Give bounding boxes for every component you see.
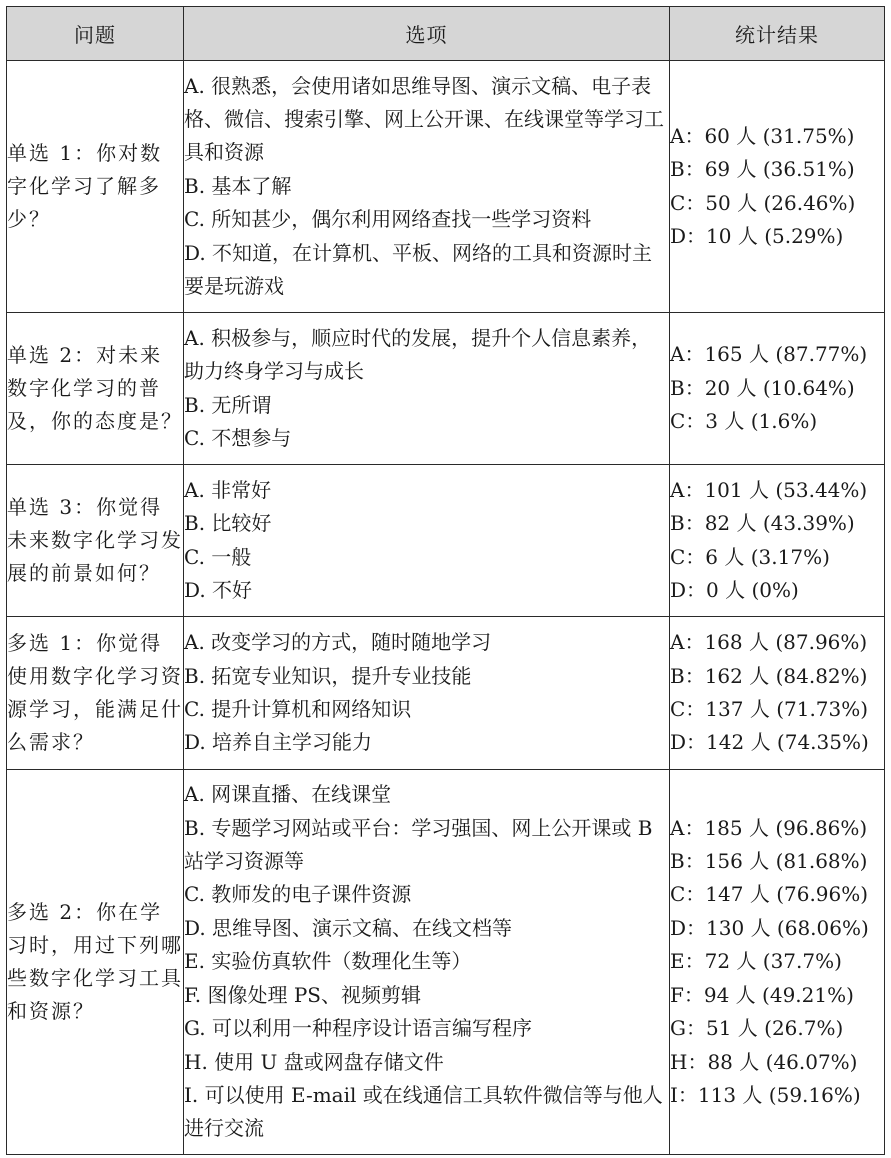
result-item: I：113 人 (59.16%) [670, 1082, 861, 1107]
result-item: A：185 人 (96.86%) [670, 815, 868, 840]
option-item: D. 不知道，在计算机、平板、网络的工具和资源时主要是玩游戏 [184, 240, 653, 299]
option-item: B. 拓宽专业知识，提升专业技能 [184, 663, 472, 688]
question-cell: 单选 2：对未来数字化学习的普及，你的态度是？ [7, 313, 184, 465]
option-item: C. 所知甚少，偶尔利用网络查找一些学习资料 [184, 207, 592, 232]
option-item: B. 专题学习网站或平台：学习强国、网上公开课或 B 站学习资源等 [184, 815, 653, 874]
option-item: D. 培养自主学习能力 [184, 730, 373, 755]
result-item: F：94 人 (49.21%) [670, 982, 854, 1007]
option-item: I. 可以使用 E-mail 或在线通信工具软件微信等与他人进行交流 [184, 1082, 663, 1141]
result-item: D：10 人 (5.29%) [670, 223, 844, 248]
table-row [7, 313, 885, 465]
results-cell [670, 313, 885, 465]
option-item: A. 很熟悉，会使用诸如思维导图、演示文稿、电子表格、微信、搜索引擎、网上公开课、在线课堂等学习工具和资源 [184, 73, 664, 165]
option-item: H. 使用 U 盘或网盘存储文件 [184, 1049, 444, 1074]
results-cell [670, 617, 885, 770]
result-item: C：137 人 (71.73%) [670, 697, 869, 721]
survey-results-table [6, 6, 885, 1155]
header-options: 选项 [184, 7, 670, 61]
question-cell: 单选 1：你对数字化学习了解多少？ [7, 61, 184, 313]
options-cell [184, 770, 670, 1155]
option-item: A. 积极参与，顺应时代的发展，提升个人信息素养，助力终身学习与成长 [184, 325, 652, 384]
option-item: D. 思维导图、演示文稿、在线文档等 [184, 915, 513, 940]
result-item: B：82 人 (43.39%) [670, 511, 855, 536]
results-cell [670, 770, 885, 1155]
result-item: A：168 人 (87.96%) [670, 630, 868, 655]
option-item: D. 不好 [184, 577, 253, 602]
option-item: A. 非常好 [184, 477, 272, 502]
option-item: B. 基本了解 [184, 173, 292, 198]
result-item: H：88 人 (46.07%) [670, 1049, 858, 1074]
options-cell [184, 617, 670, 770]
question-cell: 单选 3：你觉得未来数字化学习发展的前景如何？ [7, 465, 184, 617]
question-cell: 多选 1：你觉得使用数字化学习资源学习，能满足什么需求？ [7, 617, 184, 770]
option-item: E. 实验仿真软件（数理化生等） [184, 949, 472, 974]
result-item: A：101 人 (53.44%) [670, 477, 868, 502]
question-cell: 多选 2：你在学习时，用过下列哪些数字化学习工具和资源？ [7, 770, 184, 1155]
option-item: G. 可以利用一种程序设计语言编写程序 [184, 1016, 532, 1041]
results-cell [670, 61, 885, 313]
table-row [7, 770, 885, 1155]
option-item: A. 改变学习的方式，随时随地学习 [184, 630, 492, 655]
result-item: C：50 人 (26.46%) [670, 190, 856, 215]
result-item: C：6 人 (3.17%) [670, 544, 830, 569]
table-row [7, 465, 885, 617]
result-item: B：20 人 (10.64%) [670, 375, 855, 400]
options-cell [184, 61, 670, 313]
option-item: C. 提升计算机和网络知识 [184, 697, 412, 721]
options-cell [184, 313, 670, 465]
table-row [7, 617, 885, 770]
result-item: A：165 人 (87.77%) [670, 342, 868, 367]
result-item: G：51 人 (26.7%) [670, 1016, 844, 1041]
option-item: C. 一般 [184, 544, 252, 569]
result-item: B：162 人 (84.82%) [670, 663, 868, 688]
option-item: C. 不想参与 [184, 425, 292, 450]
result-item: C：3 人 (1.6%) [670, 409, 818, 434]
option-item: F. 图像处理 PS、视频剪辑 [184, 982, 421, 1007]
option-item: A. 网课直播、在线课堂 [184, 782, 392, 807]
result-item: C：147 人 (76.96%) [670, 882, 869, 907]
result-item: B：156 人 (81.68%) [670, 849, 868, 874]
result-item: A：60 人 (31.75%) [670, 123, 855, 148]
result-item: E：72 人 (37.7%) [670, 949, 842, 974]
result-item: D：130 人 (68.06%) [670, 915, 869, 940]
header-row [7, 7, 885, 61]
header-results: 统计结果 [670, 7, 885, 61]
header-question: 问题 [7, 7, 184, 61]
option-item: B. 无所谓 [184, 392, 272, 417]
results-cell [670, 465, 885, 617]
option-item: C. 教师发的电子课件资源 [184, 882, 412, 907]
options-cell [184, 465, 670, 617]
option-item: B. 比较好 [184, 511, 272, 536]
result-item: D：0 人 (0%) [670, 577, 799, 602]
result-item: B：69 人 (36.51%) [670, 157, 855, 182]
table-row [7, 61, 885, 313]
result-item: D：142 人 (74.35%) [670, 730, 869, 755]
